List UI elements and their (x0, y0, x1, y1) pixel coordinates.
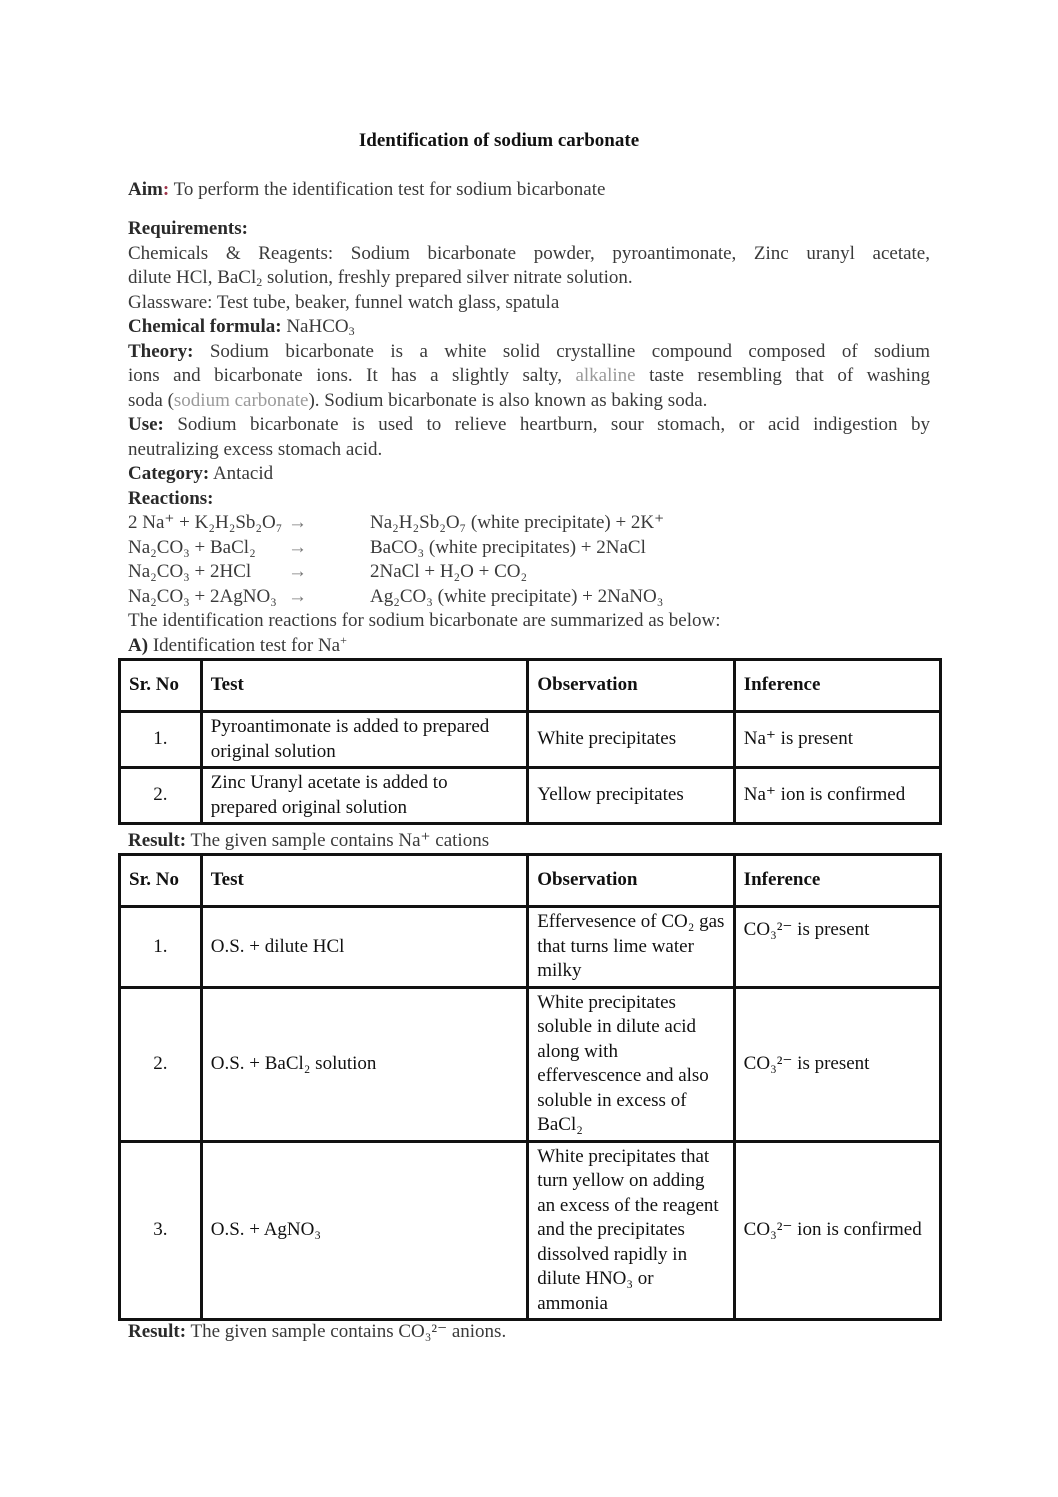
reaction-row: Na₂CO₃ + 2AgNO₃ → Ag₂CO₃ (white precipitate) + 2NaNO₃ (128, 585, 664, 607)
reaction-row: Na₂CO₃ + BaCl₂ → BaCO₃ (white precipitates) + 2NaCl (128, 536, 646, 558)
alkaline-link[interactable]: alkaline (575, 365, 636, 386)
table-row: 1. Pyroantimonate is added to prepared original solution White precipitates Na⁺ is present (120, 712, 941, 768)
summary-line: The identification reactions for sodium bicarbonate are summarized as below: (128, 610, 721, 631)
table-row: 2. O.S. + BaCl₂ solution White precipitates soluble in dilute acid along with effervescence and also soluble in excess of BaCl₂ CO₃²⁻ is present (120, 987, 941, 1141)
table-row: 1. O.S. + dilute HCl Effervesence of CO₂ gas that turns lime water milky CO₃²⁻ is present (120, 907, 941, 988)
requirements-label: Requirements: (128, 218, 248, 239)
header-sr-no: Sr. No (120, 660, 202, 712)
table-header-row (120, 660, 941, 712)
header-inference: Inference (734, 660, 940, 712)
header-test: Test (201, 855, 527, 907)
header-inference: Inference (734, 855, 940, 907)
chemicals-line-1: Chemicals & Reagents: Sodium bicarbonate powder, pyroantimonate, Zinc uranyl acetate, (128, 242, 930, 264)
header-observation: Observation (528, 855, 734, 907)
theory-line-3: soda (sodium carbonate). Sodium bicarbonate is also known as baking soda. (128, 389, 708, 411)
reaction-row: Na₂CO₃ + 2HCl → 2NaCl + H₂O + CO₂ (128, 561, 528, 582)
requirements-section (128, 217, 930, 658)
result-cations: Result: The given sample contains Na⁺ cations (128, 830, 490, 851)
glassware-line: Glassware: Test tube, beaker, funnel watch glass, spatula (128, 291, 560, 313)
reactions-label: Reactions: (128, 487, 214, 509)
aim-colon: : (162, 179, 170, 200)
theory-line-2: ions and bicarbonate ions. It has a slightly salty, alkaline taste resembling that of washing (128, 365, 930, 386)
category-line: Category: Antacid (128, 463, 274, 484)
use-line-1: Use: Sodium bicarbonate is used to relieve heartburn, sour stomach, or acid indigestion by (128, 414, 930, 435)
header-sr-no: Sr. No (120, 855, 202, 907)
table-header-row (120, 855, 941, 907)
theory-line-1: Theory: Sodium bicarbonate is a white solid crystalline compound composed of sodium (128, 340, 930, 362)
reaction-row: 2 Na⁺ + K₂H₂Sb₂O₇ → Na₂H₂Sb₂O₇ (white precipitate) + 2K⁺ (128, 512, 665, 533)
sodium-test-table (118, 658, 942, 825)
header-test: Test (201, 660, 528, 712)
chemicals-line-2: dilute HCl, BaCl$_2$ solution, freshly prepared silver nitrate solution. (128, 267, 633, 289)
aim-text: To perform the identification test for sodium bicarbonate (169, 179, 606, 200)
formula-line: Chemical formula: NaHCO$_3$ (128, 316, 355, 338)
result-anions: Result: The given sample contains CO₃²⁻ anions. (128, 1321, 507, 1342)
header-observation: Observation (528, 660, 734, 712)
section-a-heading: A) Identification test for Na+ (128, 632, 347, 656)
carbonate-test-table (118, 853, 942, 1321)
sodium-carbonate-link[interactable]: sodium carbonate (173, 389, 309, 411)
aim-line (128, 178, 930, 203)
page-title: Identification of sodium carbonate (358, 130, 640, 151)
use-line-2: neutralizing excess stomach acid. (128, 438, 383, 460)
aim-label: Aim (128, 179, 163, 200)
table-row: 2. Zinc Uranyl acetate is added to prepared original solution Yellow precipitates Na⁺ ion is confirmed (120, 768, 941, 824)
table-row: 3. O.S. + AgNO₃ White precipitates that turn yellow on adding an excess of the reagent and the precipitates dissolved rapidly in dilute HNO₃ or ammonia CO₃²⁻ ion is confirmed (120, 1141, 941, 1320)
